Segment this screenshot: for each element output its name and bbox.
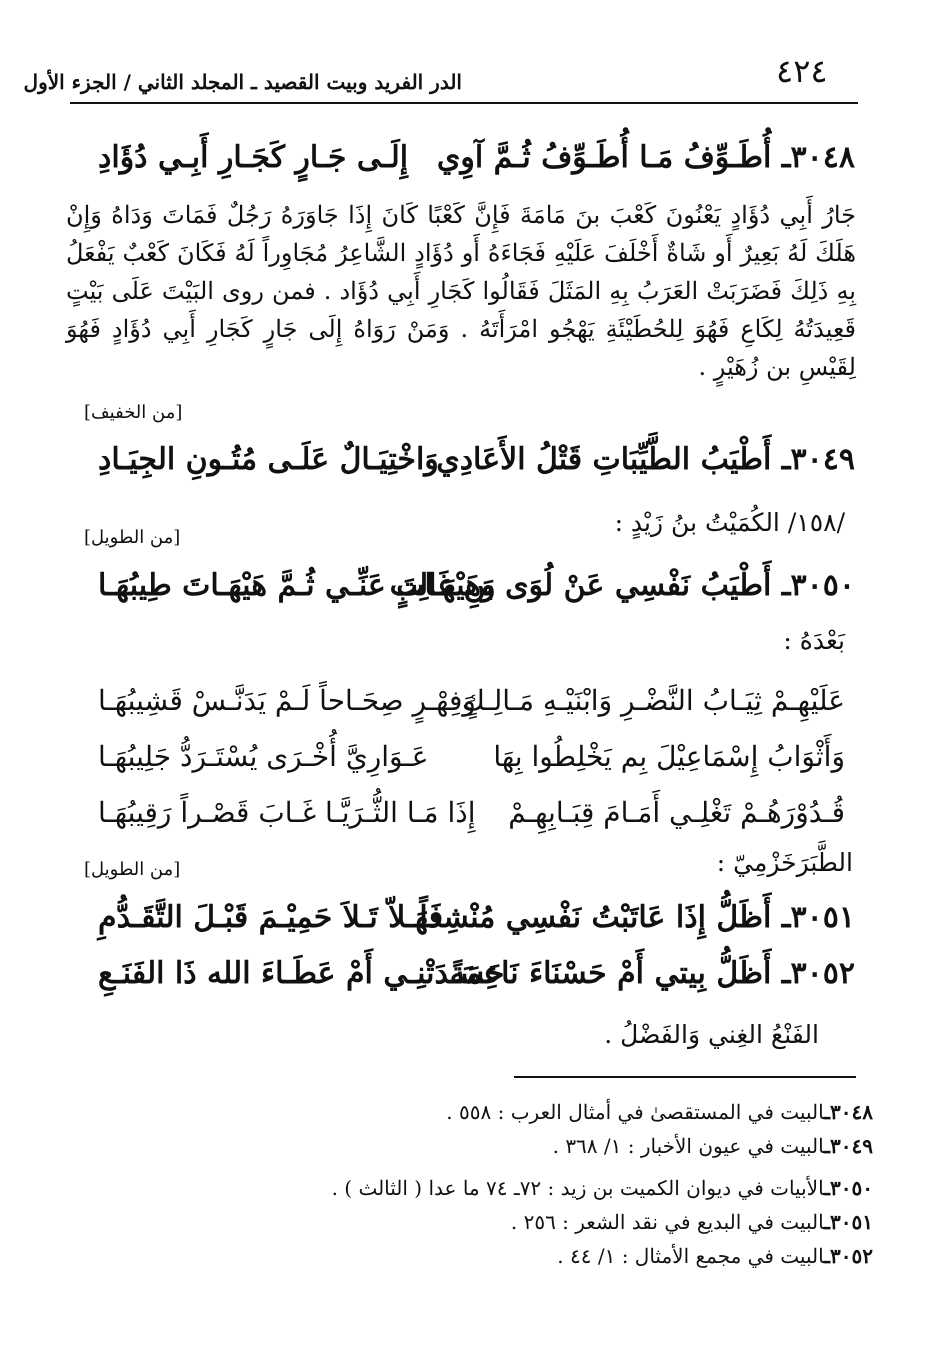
hemistich-text: أَظَلُّ بِيتي أَمْ حَسْنَاءَ نَاعِمَةً [449, 956, 772, 991]
poet-intro: الطَّبَرَخَزْمِيّ : [716, 848, 853, 877]
verse-3052-second-hemistich: حَسَـدَتْنِـي أَمْ عَطَـاءَ الله ذَا الفَنَـعِ [98, 956, 505, 991]
page-number: ٤٢٤ [776, 52, 828, 90]
running-title: الدر الفريد وبيت القصيد ـ المجلد الثاني / الجزء الأول [23, 70, 462, 94]
footnote [446, 1100, 873, 1124]
header-rule [70, 102, 858, 104]
footnote-number: ٣٠٥٠ـ [824, 1176, 873, 1200]
footnote-text: البيت في البديع في نقد الشعر : ٢٥٦ . [510, 1210, 825, 1234]
hemistich-text: أَطْيَبُ نَفْسِي عَنْ لُوَى بنِ غَالِبٍ [389, 568, 772, 603]
couplet-3-second-hemistich: إِذَا مَـا الثُّـرَيَّـا غَـابَ قَصْـراً رَقِيبُهَـا [98, 796, 476, 829]
hemistich-text: أَطْيَبُ الطَّيِّبَاتِ قَتْلُ الأَعَادِي [436, 442, 772, 477]
footnote-text: البيت في المستقصىٰ في أمثال العرب : ٥٥٨ . [446, 1100, 825, 1124]
entry-number: ٣٠٥١ـ [781, 900, 855, 935]
footnote-text: البيت في مجمع الأمثال : ١/ ٤٤ . [557, 1244, 825, 1268]
footnote-text: البيت في عيون الأخبار : ١/ ٣٦٨ . [552, 1134, 825, 1158]
hemistich-text: أَظَلُّ إِذَا عَاتَبْتُ نَفْسِي مُنْشِداً [419, 900, 772, 935]
footnote [511, 1210, 873, 1234]
footnote-number: ٣٠٥١ـ [824, 1210, 873, 1234]
footnote-number: ٣٠٤٩ـ [824, 1134, 873, 1158]
gloss-3052: الفَنْعُ الغِني وَالفَضْلُ . [604, 1020, 819, 1049]
footnote [557, 1244, 873, 1268]
after-label: بَعْدَهُ : [783, 626, 845, 655]
couplet-1-first-hemistich: عَلَيْهِـمْ ثِيَـابُ النَّضْـرِ وَابْنَيْـهِ مَـالِـكٍ [461, 684, 845, 717]
meter-label: [من الطويل] [84, 527, 181, 548]
footnote [553, 1134, 873, 1158]
poet-intro: /١٥٨/ الكُمَيْتُ بنُ زَيْدٍ : [614, 508, 845, 537]
footnote-rule [514, 1076, 856, 1078]
verse-3052-first-hemistich [450, 956, 855, 991]
couplet-2-second-hemistich: عَـوَارِيَّ أُخْـرَى يُسْتَـرَدُّ جَلِيبُهَـا [98, 740, 429, 773]
footnote-text: الأبيات في ديوان الكميت بن زيد : ٧٢ـ ٧٤ ما عدا ( الثالث ) . [331, 1176, 825, 1200]
entry-number: ٣٠٥٢ـ [781, 956, 855, 991]
meter-label: [من الطويل] [84, 859, 181, 880]
couplet-1-second-hemistich: وَفِهْـرٍ صِحَـاحاً لَـمْ يَدَنَّـسْ قَشِيبُهَـا [98, 684, 476, 717]
footnote-number: ٣٠٤٨ـ [824, 1100, 873, 1124]
verse-3051-first-hemistich [419, 900, 855, 935]
verse-3050-second-hemistich: وَهَيْهَـاتَ عَنِّـي ثُـمَّ هَيْهَـاتَ طِيبُهَـا [98, 568, 496, 603]
footnote [332, 1176, 873, 1200]
verse-3048-second-hemistich: إِلَـى جَـارٍ كَجَـارِ أَبِـي دُؤَادِ [98, 140, 409, 175]
verse-3049-first-hemistich [436, 442, 855, 477]
verse-3049-second-hemistich: وَاخْتِيَـالٌ عَلَـى مُتُـونِ الجِيَـادِ [98, 442, 439, 477]
footnote-number: ٣٠٥٢ـ [824, 1244, 873, 1268]
verse-3051-second-hemistich: فَهَـلاّ تَـلاَ حَمِيْـمَ قَبْـلَ التَّقَـدُّمِ [98, 900, 444, 935]
commentary-3048: جَارُ أَبِي دُؤَادٍ يَعْنُونَ كَعْبَ بنَ مَامَةَ فَإِنَّ كَعْبًا كَانَ إِذَا جَاوَرَهُ رَجُلٌ فَمَاتَ وَدَاهُ وَإِنْ هَلَكَ لَهُ بَعِيرٌ أَو شَاةٌ أَخْلَفَ عَلَيْهِ فَجَاءَهُ أَو دُؤَادٍ الشَّاعِرُ مُجَاوِراً لَهُ فَكَانَ كَعْبٌ يَفْعَلُ بِهِ ذَلِكَ فَضَرَبَتْ العَرَبُ بِهِ المَثَلَ فَقَالُوا كَجَارِ أَبِي دُؤَاد . فمن روى البَيْتَ عَلَى بَيْتٍ قَعِيدَتُهُ لِكَاعِ فَهُوَ لِلحُطَيْئَةِ يَهْجُو امْرَأَتَهُ . وَمَنْ رَوَاهُ إِلَى جَارٍ كَجَارِ أَبِي دُؤَادٍ فَهُوَ لِقَيْسِ بن زُهَيْرٍ . [66, 201, 856, 381]
verse-3048-first-hemistich [437, 140, 855, 175]
couplet-3-first-hemistich: قُـدُوْرَهُـمْ تَغْلِـي أَمَـامَ قِبَـابِهِـمْ [508, 796, 845, 829]
couplet-2-first-hemistich: وَأَثْوَابُ إِسْمَاعِيْلَ بِم يَخْلِطُوا بِهَا [493, 740, 845, 773]
hemistich-text: أُطَـوِّفُ مَـا أُطَـوِّفُ ثُـمَّ آوِي [436, 140, 772, 175]
entry-number: ٣٠٤٩ـ [781, 442, 855, 477]
entry-number: ٣٠٥٠ـ [781, 568, 855, 603]
entry-number: ٣٠٤٨ـ [781, 140, 855, 175]
meter-label: [من الخفيف] [84, 402, 183, 423]
